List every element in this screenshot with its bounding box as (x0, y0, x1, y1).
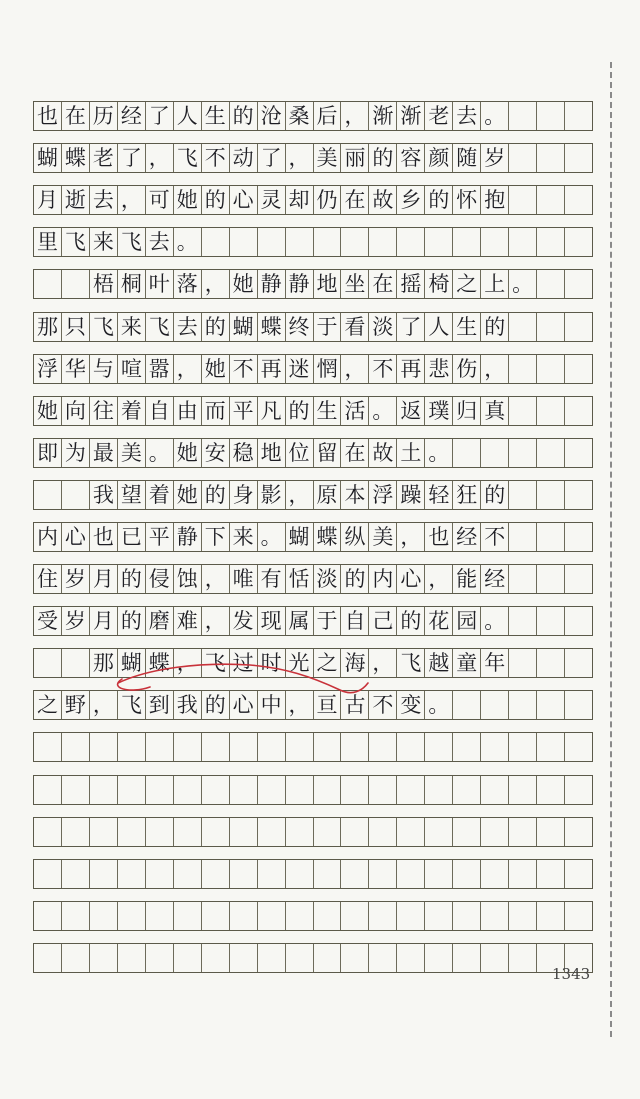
grid-cell: 桐 (118, 270, 146, 298)
grid-cell: 摇 (397, 270, 425, 298)
grid-cell: 过 (230, 649, 258, 677)
grid-cell: 往 (90, 397, 118, 425)
grid-cell: 不 (230, 355, 258, 383)
grid-cell: 的 (286, 397, 314, 425)
grid-cell: 之 (314, 649, 342, 677)
grid-cell: ， (202, 270, 230, 298)
grid-cell: 椅 (425, 270, 453, 298)
grid-cell: 望 (118, 481, 146, 509)
grid-cell: 。 (425, 439, 453, 467)
grid-cell: 飞 (62, 228, 90, 256)
grid-cell: 美 (314, 144, 342, 172)
grid-cell: 生 (314, 397, 342, 425)
grid-cell: 磨 (146, 607, 174, 635)
grid-cell: 月 (90, 607, 118, 635)
grid-cell: 璞 (425, 397, 453, 425)
grid-cell: 的 (481, 313, 509, 341)
grid-cell: 的 (202, 691, 230, 719)
grid-cell: 蝶 (62, 144, 90, 172)
grid-cell: 身 (230, 481, 258, 509)
grid-cell: 由 (174, 397, 202, 425)
grid-cell: 童 (453, 649, 481, 677)
grid-cell: 桑 (286, 102, 314, 130)
grid-cell: 自 (146, 397, 174, 425)
grid-cell: 美 (118, 439, 146, 467)
grid-cell: 喧 (118, 355, 146, 383)
grid-cell: 内 (34, 523, 62, 551)
grid-cell: 飞 (202, 649, 230, 677)
grid-cell: 怀 (453, 186, 481, 214)
grid-cell: 真 (481, 397, 509, 425)
grid-cell: 归 (453, 397, 481, 425)
grid-cell: 蝴 (118, 649, 146, 677)
grid-cell: 本 (341, 481, 369, 509)
grid-cell: 淡 (369, 313, 397, 341)
grid-cell: ， (118, 186, 146, 214)
grid-cell: 留 (314, 439, 342, 467)
grid-cell: 着 (146, 481, 174, 509)
grid-cell: 。 (509, 270, 537, 298)
grid-cell: 中 (258, 691, 286, 719)
grid-cell: 。 (146, 439, 174, 467)
grid-cell: 去 (90, 186, 118, 214)
grid-cell: 纵 (341, 523, 369, 551)
grid-cell: 蝴 (34, 144, 62, 172)
grid-cell: 飞 (90, 313, 118, 341)
grid-cell: 去 (453, 102, 481, 130)
grid-cell: 地 (314, 270, 342, 298)
grid-cell: 狂 (453, 481, 481, 509)
grid-cell: 美 (369, 523, 397, 551)
grid-cell: 飞 (118, 691, 146, 719)
grid-cell: 岁 (62, 565, 90, 593)
grid-cell: 下 (202, 523, 230, 551)
grid-cell: 梧 (90, 270, 118, 298)
grid-cell: 仍 (314, 186, 342, 214)
grid-cell: 了 (397, 313, 425, 341)
grid-cell: 蝶 (314, 523, 342, 551)
grid-cell: 老 (425, 102, 453, 130)
grid-cell: 飞 (146, 313, 174, 341)
grid-cell: ， (174, 355, 202, 383)
grid-cell: 于 (314, 607, 342, 635)
grid-cell: 我 (174, 691, 202, 719)
grid-cell: 来 (90, 228, 118, 256)
grid-cell: 静 (174, 523, 202, 551)
grid-cell: 不 (369, 355, 397, 383)
grid-cell: 去 (146, 228, 174, 256)
grid-cell: 野 (62, 691, 90, 719)
grid-cell: 华 (62, 355, 90, 383)
grid-cell: 惘 (314, 355, 342, 383)
grid-cell: 人 (425, 313, 453, 341)
grid-cell: 故 (369, 186, 397, 214)
grid-cell: 她 (174, 186, 202, 214)
grid-cell: 。 (258, 523, 286, 551)
grid-cell: 落 (174, 270, 202, 298)
grid-cell: 浮 (369, 481, 397, 509)
grid-cell: 了 (258, 144, 286, 172)
grid-cell: 发 (230, 607, 258, 635)
grid-cell: 的 (341, 565, 369, 593)
grid-cell: 抱 (481, 186, 509, 214)
grid-cell: 在 (341, 186, 369, 214)
grid-cell: 静 (286, 270, 314, 298)
grid-cell: 伤 (453, 355, 481, 383)
grid-cell: 之 (453, 270, 481, 298)
grid-cell: 轻 (425, 481, 453, 509)
grid-cell: 看 (341, 313, 369, 341)
grid-cell: 岁 (481, 144, 509, 172)
grid-cell: 地 (258, 439, 286, 467)
grid-cell: 而 (202, 397, 230, 425)
grid-cell: 唯 (230, 565, 258, 593)
grid-cell: 了 (146, 102, 174, 130)
grid-cell: 浮 (34, 355, 62, 383)
grid-cell: 月 (90, 565, 118, 593)
grid-cell: 心 (62, 523, 90, 551)
grid-cell: 为 (62, 439, 90, 467)
grid-cell: 动 (230, 144, 258, 172)
grid-cell: ， (369, 649, 397, 677)
grid-cell: 亘 (314, 691, 342, 719)
grid-cell: 己 (369, 607, 397, 635)
grid-cell: 。 (369, 397, 397, 425)
grid-cell: 生 (453, 313, 481, 341)
grid-cell: 有 (258, 565, 286, 593)
grid-cell: 到 (146, 691, 174, 719)
grid-cell: ， (425, 565, 453, 593)
grid-cell: 她 (34, 397, 62, 425)
grid-cell: 飞 (118, 228, 146, 256)
grid-cell: ， (397, 523, 425, 551)
grid-cell: 后 (314, 102, 342, 130)
grid-cell: 位 (286, 439, 314, 467)
grid-cell: 她 (174, 439, 202, 467)
grid-cell: 的 (202, 313, 230, 341)
grid-cell: 静 (258, 270, 286, 298)
grid-cell: 逝 (62, 186, 90, 214)
grid-cell: 容 (397, 144, 425, 172)
grid-cell: 随 (453, 144, 481, 172)
grid-cell: 上 (481, 270, 509, 298)
grid-cell: 的 (118, 607, 146, 635)
grid-cell: 受 (34, 607, 62, 635)
grid-cell: 故 (369, 439, 397, 467)
grid-cell: 平 (146, 523, 174, 551)
grid-cell: 不 (202, 144, 230, 172)
grid-cell: 蝶 (258, 313, 286, 341)
grid-cell: 影 (258, 481, 286, 509)
grid-cell: 沧 (258, 102, 286, 130)
grid-cell: 经 (481, 565, 509, 593)
grid-cell: 再 (258, 355, 286, 383)
grid-cell: 属 (286, 607, 314, 635)
grid-cell: 现 (258, 607, 286, 635)
grid-cell: 之 (34, 691, 62, 719)
grid-cell: 生 (202, 102, 230, 130)
grid-cell: 心 (397, 565, 425, 593)
grid-cell: 越 (425, 649, 453, 677)
grid-cell: 悲 (425, 355, 453, 383)
grid-cell: ， (146, 144, 174, 172)
grid-cell: 历 (90, 102, 118, 130)
grid-cell: 岁 (62, 607, 90, 635)
grid-cell: 花 (425, 607, 453, 635)
grid-cell: 只 (62, 313, 90, 341)
grid-cell: ， (202, 565, 230, 593)
grid-cell: 躁 (397, 481, 425, 509)
grid-cell: 心 (230, 691, 258, 719)
grid-cell: 的 (230, 102, 258, 130)
grid-cell: 园 (453, 607, 481, 635)
grid-cell: 渐 (397, 102, 425, 130)
grid-cell: 变 (397, 691, 425, 719)
grid-cell: 也 (425, 523, 453, 551)
grid-cell: 里 (34, 228, 62, 256)
grid-cell: 来 (118, 313, 146, 341)
grid-cell: 她 (230, 270, 258, 298)
grid-cell: 心 (230, 186, 258, 214)
grid-cell: 的 (481, 481, 509, 509)
page-number: 1343 (552, 965, 591, 983)
grid-cell: 嚣 (146, 355, 174, 383)
grid-cell: 自 (341, 607, 369, 635)
grid-cell: 返 (397, 397, 425, 425)
grid-cell: 的 (369, 144, 397, 172)
grid-cell: 也 (34, 102, 62, 130)
grid-cell: 迷 (286, 355, 314, 383)
grid-cell: 坐 (341, 270, 369, 298)
grid-cell: 平 (230, 397, 258, 425)
grid-cell: 去 (174, 313, 202, 341)
grid-cell: 最 (90, 439, 118, 467)
grid-cell: 的 (425, 186, 453, 214)
grid-cell: 飞 (174, 144, 202, 172)
grid-cell: ， (202, 607, 230, 635)
grid-cell: 的 (202, 481, 230, 509)
grid-cell: 着 (118, 397, 146, 425)
grid-cell: 年 (481, 649, 509, 677)
grid-cell: ， (286, 481, 314, 509)
grid-cell: 稳 (230, 439, 258, 467)
grid-cell: 颜 (425, 144, 453, 172)
grid-cell: 古 (341, 691, 369, 719)
grid-cell: 再 (397, 355, 425, 383)
grid-cell: 在 (341, 439, 369, 467)
grid-cell: 能 (453, 565, 481, 593)
grid-cell: 淡 (314, 565, 342, 593)
grid-cell: 丽 (341, 144, 369, 172)
grid-cell: 不 (481, 523, 509, 551)
grid-cell: 侵 (146, 565, 174, 593)
grid-cell: 蚀 (174, 565, 202, 593)
grid-cell: 于 (314, 313, 342, 341)
grid-cell: 来 (230, 523, 258, 551)
grid-cell: 我 (90, 481, 118, 509)
grid-cell: 可 (146, 186, 174, 214)
grid-cell: 凡 (258, 397, 286, 425)
grid-cell: 在 (369, 270, 397, 298)
grid-cell: 。 (174, 228, 202, 256)
grid-cell: 月 (34, 186, 62, 214)
grid-cell: 终 (286, 313, 314, 341)
grid-cell: 向 (62, 397, 90, 425)
grid-cell: 飞 (397, 649, 425, 677)
grid-cell: 已 (118, 523, 146, 551)
grid-cell: 在 (62, 102, 90, 130)
grid-cell: 土 (397, 439, 425, 467)
grid-cell: 难 (174, 607, 202, 635)
grid-cell: 人 (174, 102, 202, 130)
grid-cell: 也 (90, 523, 118, 551)
grid-cell: 内 (369, 565, 397, 593)
grid-cell: 的 (397, 607, 425, 635)
grid-cell: 安 (202, 439, 230, 467)
grid-cell: ， (174, 649, 202, 677)
grid-cell: ， (90, 691, 118, 719)
grid-cell: ， (481, 355, 509, 383)
grid-cell: 光 (286, 649, 314, 677)
grid-cell: 。 (481, 607, 509, 635)
grid-cell: 的 (202, 186, 230, 214)
grid-cell: 不 (369, 691, 397, 719)
grid-cell: 乡 (397, 186, 425, 214)
grid-cell: 她 (174, 481, 202, 509)
grid-cell: 蝴 (230, 313, 258, 341)
grid-cell: 老 (90, 144, 118, 172)
grid-cell: 住 (34, 565, 62, 593)
grid-cell: 她 (202, 355, 230, 383)
grid-cell: 渐 (369, 102, 397, 130)
grid-cell: 。 (481, 102, 509, 130)
grid-cell: 那 (90, 649, 118, 677)
grid-cell: 。 (425, 691, 453, 719)
grid-cell: ， (286, 144, 314, 172)
grid-cell: 经 (453, 523, 481, 551)
grid-cell: 了 (118, 144, 146, 172)
grid-cell: 却 (286, 186, 314, 214)
grid-cell: 恬 (286, 565, 314, 593)
grid-cell: ， (341, 102, 369, 130)
grid-cell: 蝶 (146, 649, 174, 677)
grid-cell: 蝴 (286, 523, 314, 551)
grid-cell: 那 (34, 313, 62, 341)
grid-cell: 与 (90, 355, 118, 383)
grid-cell: 经 (118, 102, 146, 130)
grid-cell: 海 (341, 649, 369, 677)
grid-cell: 灵 (258, 186, 286, 214)
grid-cell: 即 (34, 439, 62, 467)
grid-cell: 活 (341, 397, 369, 425)
grid-cell: ， (341, 355, 369, 383)
grid-cell: 时 (258, 649, 286, 677)
grid-cell: ， (286, 691, 314, 719)
grid-cell: 叶 (146, 270, 174, 298)
grid-cell: 的 (118, 565, 146, 593)
grid-cell: 原 (314, 481, 342, 509)
